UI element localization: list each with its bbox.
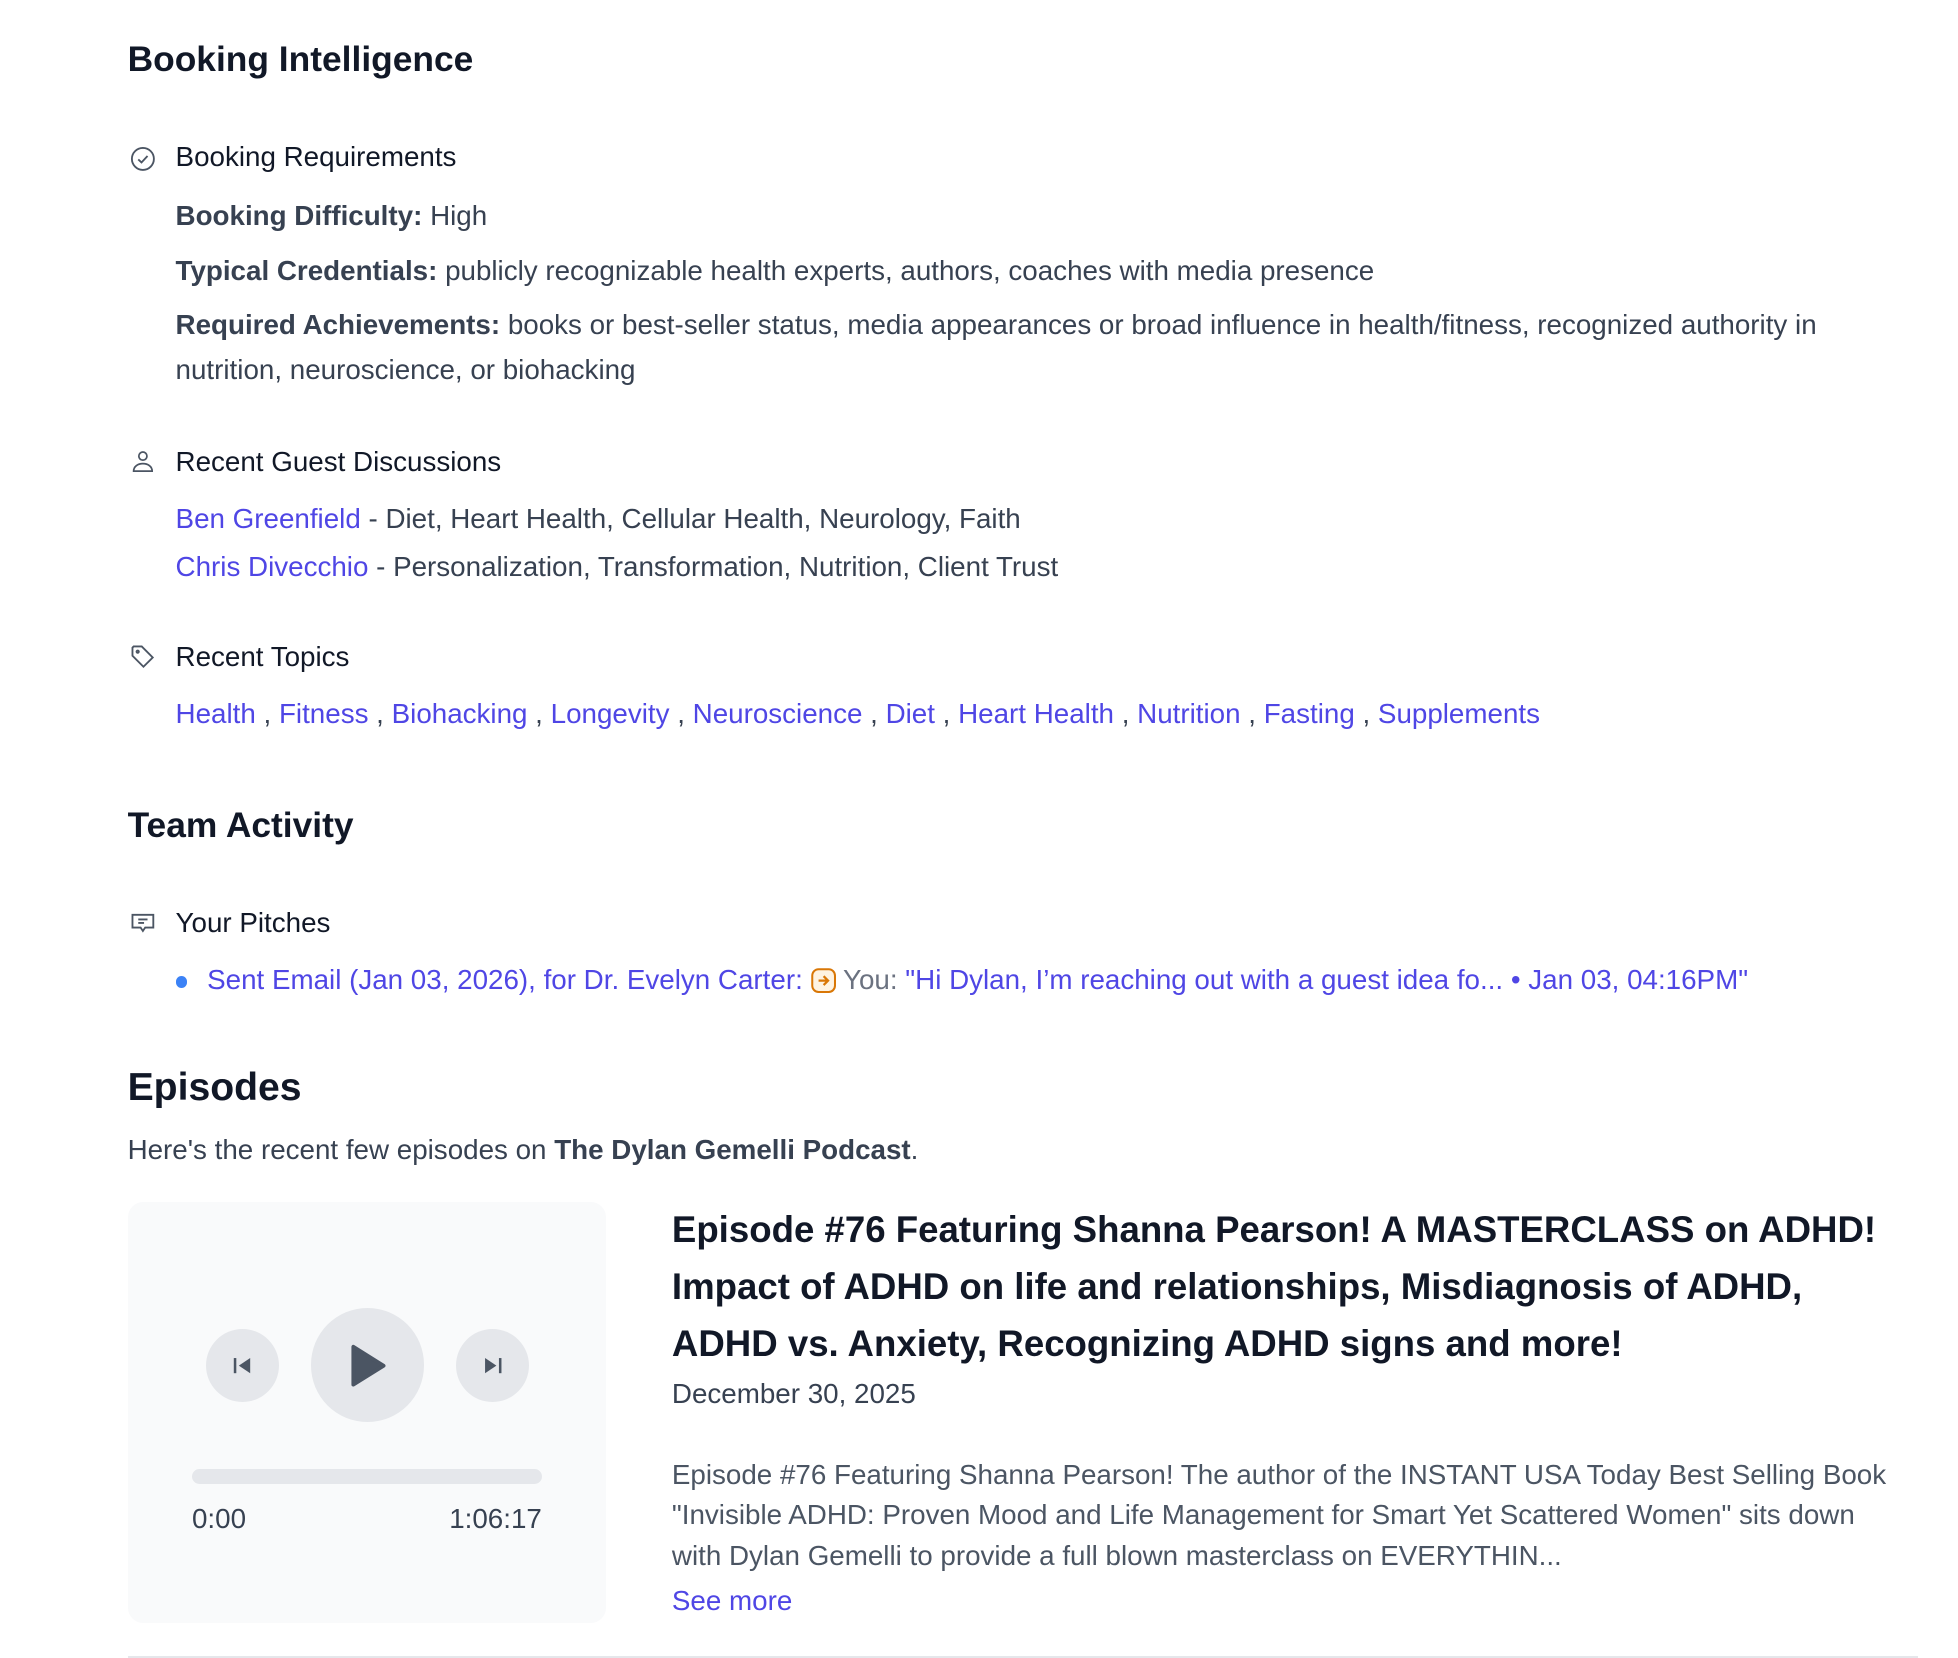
topic-list	[176, 691, 1540, 736]
label: Required Achievements:	[175, 308, 501, 340]
topic-link[interactable]: Neuroscience	[692, 697, 863, 729]
episode-description: Episode #76 Featuring Shanna Pearson! The author of the INSTANT USA Today Best Selling Book "Invisible ADHD: Proven Mood and Life Management for Smart Yet Scattered Women" sits down with Dylan Gemelli to provide a full blown masterclass on EVERYTHIN...	[671, 1458, 1887, 1571]
intro-text: Here's the recent few episodes on	[127, 1133, 555, 1165]
topic-separator: ,	[368, 697, 392, 729]
user-icon	[129, 448, 157, 476]
skip-forward-icon	[480, 1353, 505, 1378]
check-circle-icon	[129, 145, 157, 173]
intro-suffix: .	[910, 1133, 919, 1165]
guest-link[interactable]: Ben Greenfield	[175, 503, 361, 535]
booking-requirements-heading: Booking Requirements	[175, 140, 457, 172]
topic-link[interactable]: Diet	[885, 697, 935, 729]
tag-icon	[129, 643, 157, 671]
guest-link[interactable]: Chris Divecchio	[175, 551, 369, 583]
pitch-message[interactable]: "Hi Dylan, I’m reaching out with a guest idea fo... • Jan 03, 04:16PM"	[905, 964, 1749, 996]
guest-topics: - Personalization, Transformation, Nutrition, Client Trust	[368, 551, 1059, 583]
previous-button[interactable]	[206, 1329, 279, 1402]
topic-link[interactable]: Fitness	[278, 697, 369, 729]
booking-intelligence-title: Booking Intelligence	[127, 39, 474, 79]
pitch-item[interactable]	[176, 957, 1749, 1002]
topic-separator: ,	[669, 697, 693, 729]
topic-separator: ,	[255, 697, 279, 729]
episode-date: December 30, 2025	[671, 1377, 916, 1409]
topic-link[interactable]: Fasting	[1263, 697, 1355, 729]
pitch-author: You:	[842, 964, 898, 996]
guest-item	[176, 496, 1021, 541]
topic-link[interactable]: Health	[175, 697, 256, 729]
topic-separator: ,	[1354, 697, 1378, 729]
podcast-name: The Dylan Gemelli Podcast	[554, 1133, 911, 1165]
topic-separator: ,	[1240, 697, 1264, 729]
chat-icon	[129, 909, 157, 937]
next-button[interactable]	[456, 1329, 529, 1402]
email-sent-icon	[811, 968, 836, 993]
topic-link[interactable]: Longevity	[550, 697, 670, 729]
recent-guests-heading: Recent Guest Discussions	[175, 446, 502, 478]
label: Booking Difficulty:	[175, 200, 423, 232]
current-time: 0:00	[191, 1502, 247, 1534]
skip-back-icon	[230, 1353, 255, 1378]
topic-separator: ,	[934, 697, 959, 729]
pitch-action[interactable]: Sent Email (Jan 03, 2026), for Dr. Evelyn Carter:	[207, 964, 803, 996]
topic-link[interactable]: Biohacking	[391, 697, 528, 729]
episodes-title: Episodes	[127, 1065, 302, 1109]
team-activity-title: Team Activity	[127, 806, 354, 846]
progress-bar[interactable]	[192, 1469, 542, 1484]
required-achievements	[176, 302, 1818, 393]
booking-difficulty	[176, 193, 488, 238]
duration: 1:06:17	[449, 1502, 542, 1534]
label: Typical Credentials:	[175, 254, 438, 286]
topic-link[interactable]: Heart Health	[958, 697, 1114, 729]
topic-link[interactable]: Nutrition	[1137, 697, 1241, 729]
value: publicly recognizable health experts, authors, coaches with media presence	[445, 254, 1375, 286]
typical-credentials	[176, 248, 1375, 293]
recent-topics-heading: Recent Topics	[175, 640, 350, 672]
episode-title: Episode #76 Featuring Shanna Pearson! A MASTERCLASS on ADHD! Impact of ADHD on life and relationships, Misdiagnosis of ADHD, ADHD vs. Anxiety, Recognizing ADHD signs and more!	[671, 1209, 1877, 1365]
see-more-link[interactable]: See more	[671, 1585, 793, 1617]
episodes-intro	[128, 1127, 919, 1172]
guest-item	[176, 544, 1059, 589]
value: books or best-seller status, media appearances or broad influence in health/fitness, recognized authority in nutrition, neuroscience, or biohacking	[175, 308, 1817, 386]
topic-separator: ,	[1114, 697, 1138, 729]
value: High	[430, 200, 488, 232]
topic-separator: ,	[862, 697, 886, 729]
play-icon	[347, 1343, 387, 1388]
play-button[interactable]	[311, 1308, 425, 1422]
bullet-icon	[176, 976, 187, 987]
audio-player	[128, 1202, 607, 1623]
topic-separator: ,	[527, 697, 551, 729]
your-pitches-heading: Your Pitches	[175, 907, 331, 939]
topic-link[interactable]: Supplements	[1377, 697, 1540, 729]
guest-topics: - Diet, Heart Health, Cellular Health, Neurology, Faith	[360, 503, 1021, 535]
